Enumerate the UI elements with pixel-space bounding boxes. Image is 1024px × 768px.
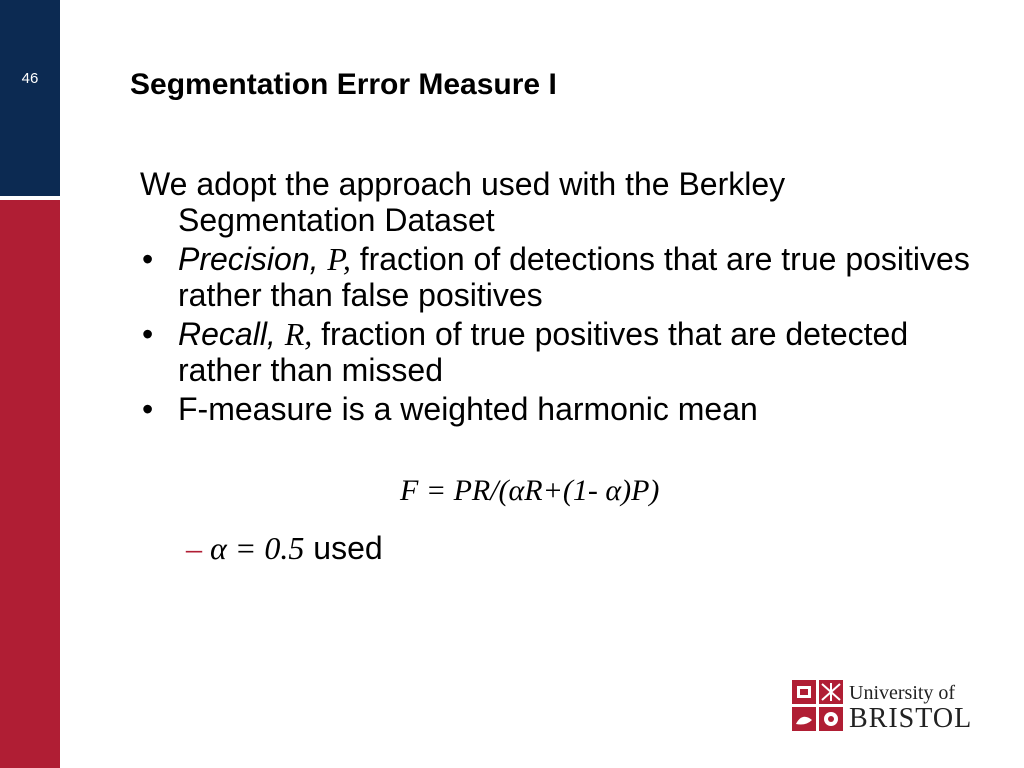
logo-bristol: BRISTOL <box>849 703 973 734</box>
fmeasure-text: F-measure is a weighted harmonic mean <box>178 391 758 427</box>
f-measure-formula: F = PR/(αR+(1- α)P) <box>400 474 660 507</box>
recall-separator: , <box>304 316 313 352</box>
bullet-fmeasure <box>140 391 990 427</box>
logo-university-of: University of <box>849 682 956 704</box>
sidebar-navy-band <box>0 0 60 196</box>
alpha-used-text: used <box>313 530 383 566</box>
alpha-sub-item <box>186 530 383 567</box>
precision-term: Precision, <box>178 241 319 277</box>
slide-number: 46 <box>21 70 39 87</box>
dash-bullet-icon: – <box>186 530 202 566</box>
alpha-expression: α = 0.5 <box>210 530 305 566</box>
bullet-icon: • <box>142 241 154 277</box>
recall-term: Recall, <box>178 316 276 352</box>
bullet-icon: • <box>142 316 154 352</box>
precision-symbol: P <box>327 241 343 277</box>
recall-symbol: R <box>284 316 305 352</box>
slide-title: Segmentation Error Measure I <box>130 68 557 101</box>
recall-text: fraction of true positives that are detected rather than missed <box>178 316 909 388</box>
logo-wordmark <box>849 682 972 734</box>
bullet-precision <box>140 241 990 313</box>
slide-body <box>140 166 990 430</box>
bullet-icon: • <box>142 391 154 427</box>
bristol-crest-icon <box>792 680 844 732</box>
sidebar <box>0 0 60 768</box>
sidebar-red-band <box>0 200 60 768</box>
precision-text: fraction of detections that are true positives rather than false positives <box>178 241 970 313</box>
university-logo <box>792 678 977 738</box>
intro-paragraph: We adopt the approach used with the Berkley Segmentation Dataset <box>140 166 786 238</box>
precision-separator: , <box>342 241 351 277</box>
bullet-recall <box>140 316 990 388</box>
